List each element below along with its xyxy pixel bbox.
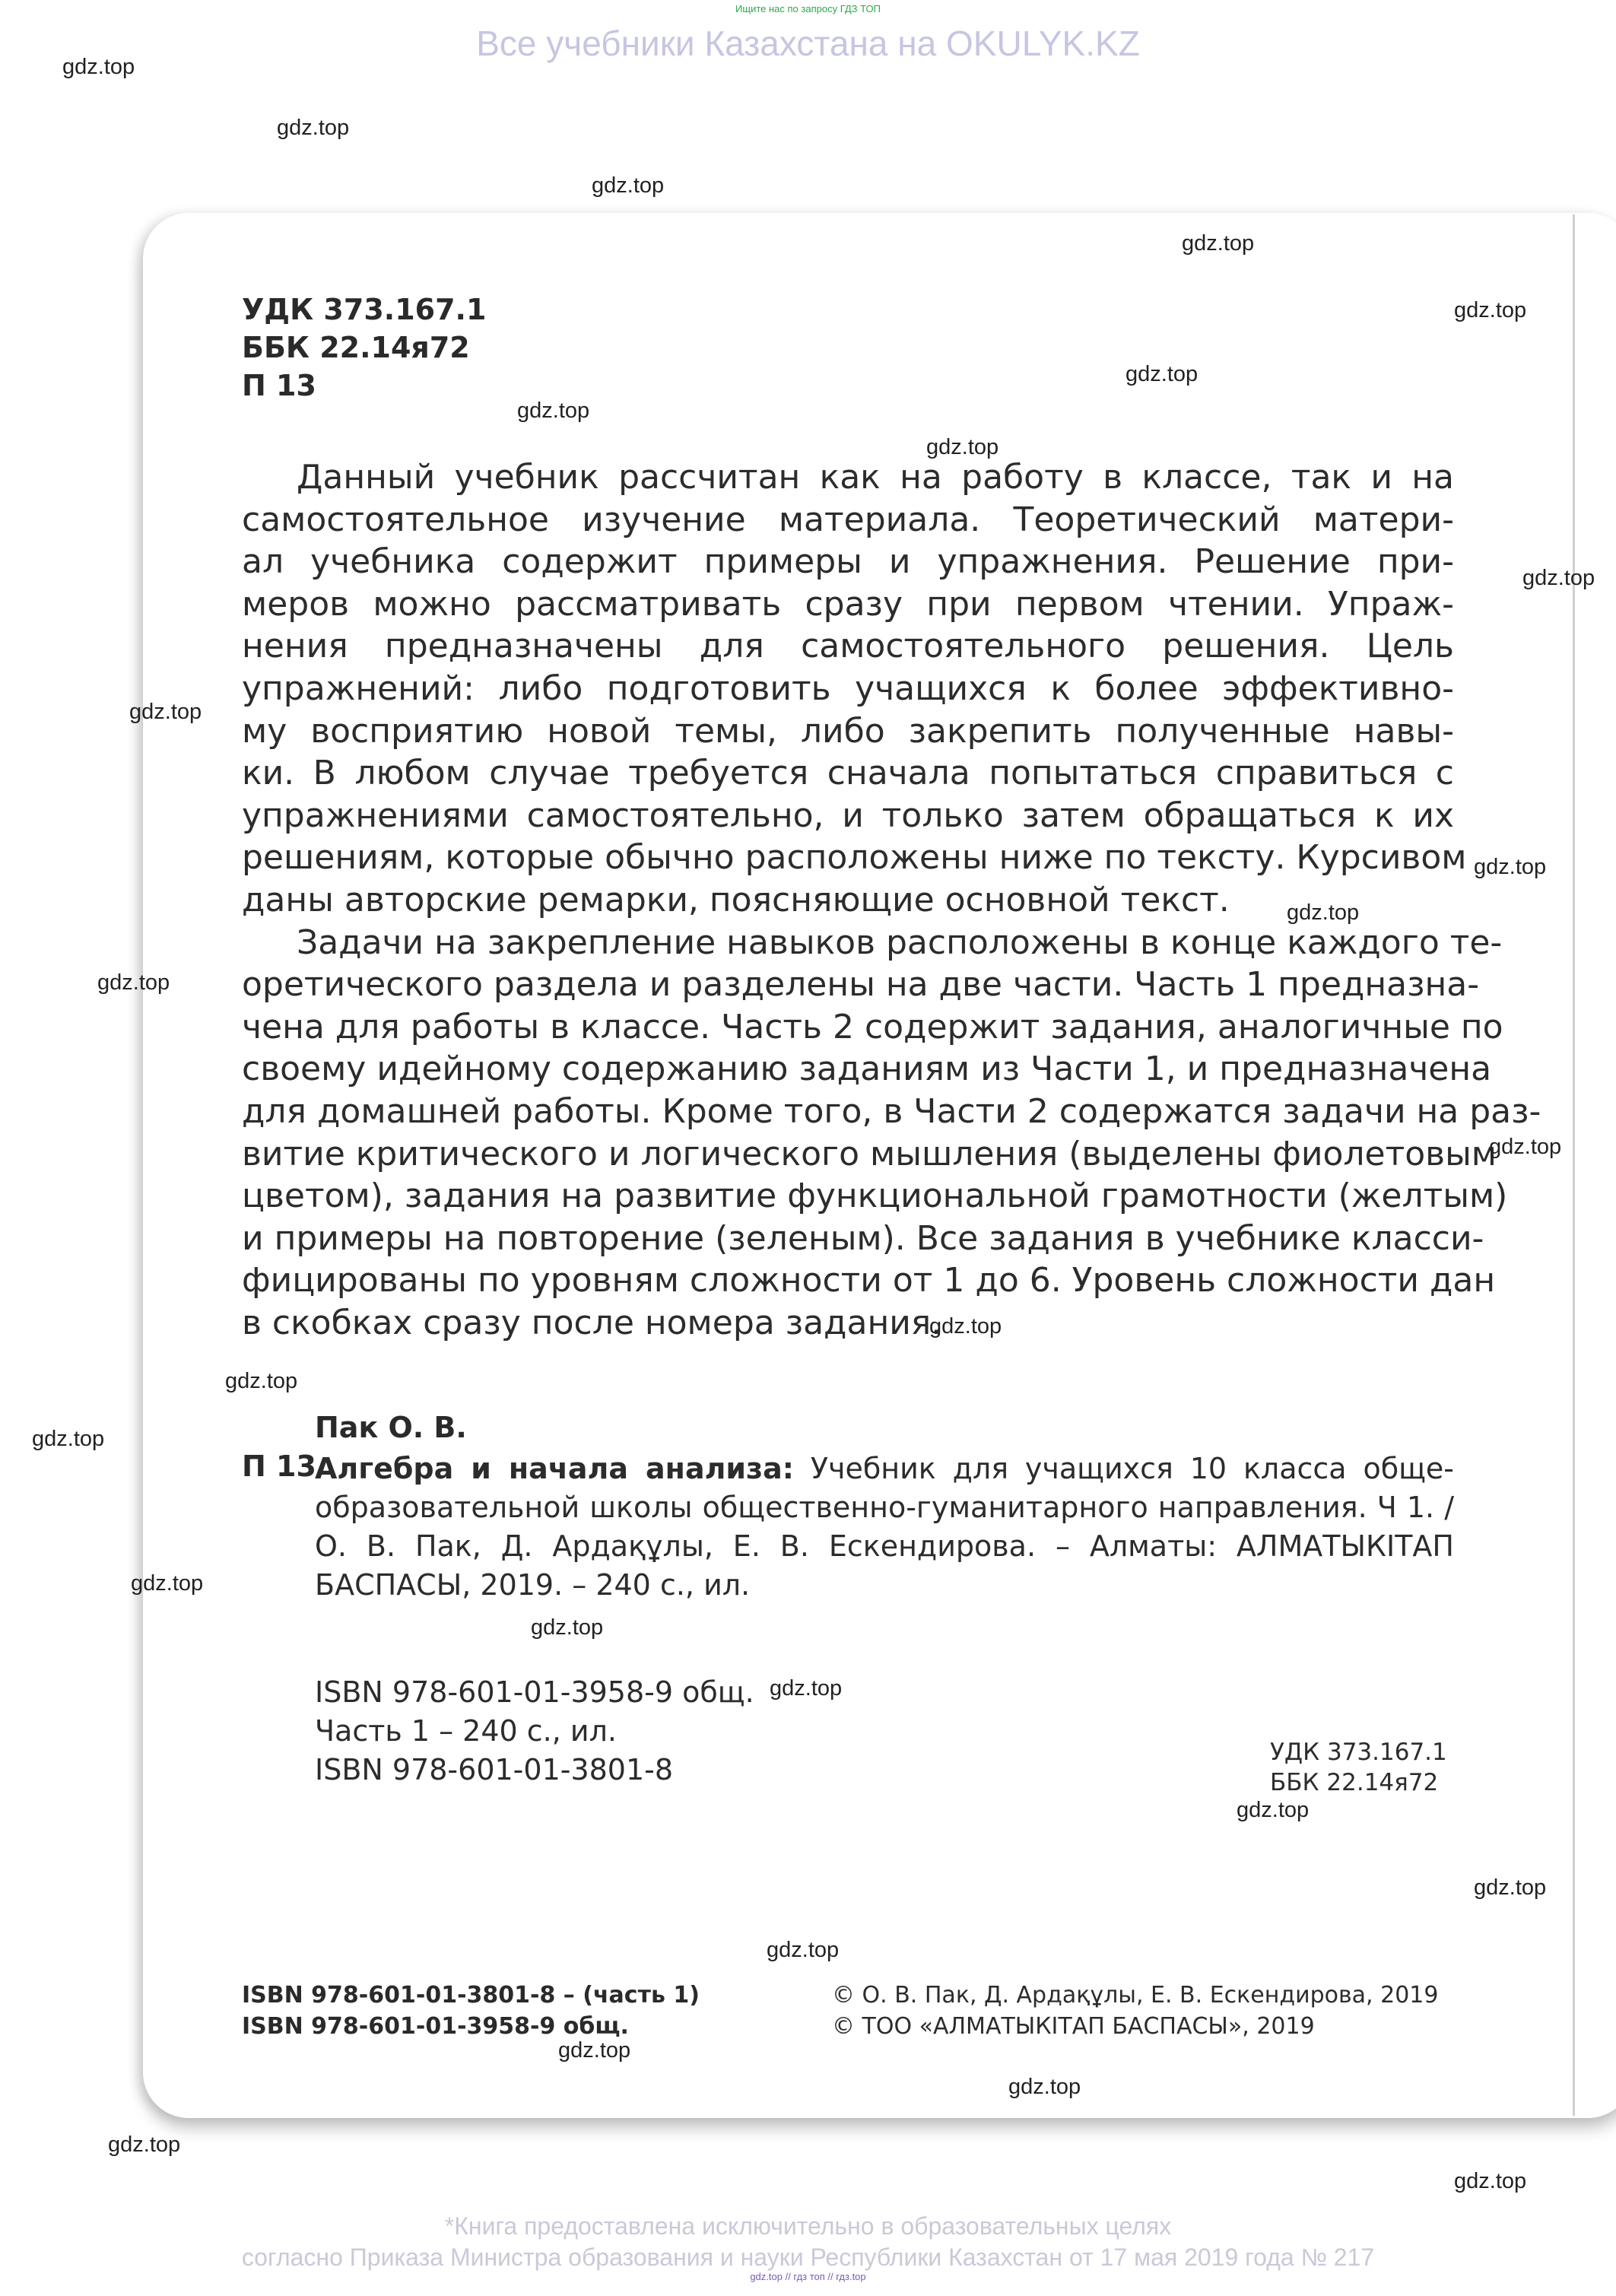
watermark: gdz.top — [770, 1676, 843, 1701]
isbn-line: ISBN 978-601-01-3958-9 общ. — [315, 1675, 754, 1709]
watermark: gdz.top — [929, 1314, 1002, 1339]
copyright-block — [832, 1980, 1438, 2042]
watermark: gdz.top — [517, 399, 590, 423]
biblio-author-mark: П 13 — [242, 1450, 316, 1483]
body-line: витие критического и логического мышления (выделены фиолетовым — [242, 1134, 1497, 1173]
watermark: gdz.top — [767, 1938, 840, 1962]
body-line: своему идейному содержанию заданиям из Части 1, и предназначена — [242, 1050, 1492, 1089]
body-line: му восприятию новой темы, либо закрепить полученные навы- — [242, 711, 1454, 751]
body-line: Данный учебник рассчитан как на работу в классе, так и на — [297, 458, 1454, 497]
body-line: Задачи на закрепление навыков расположены в конце каждого те- — [297, 923, 1503, 962]
body-line: самостоятельное изучение материала. Теоретический матери- — [242, 500, 1454, 539]
isbn-line: ISBN 978-601-01-3801-8 — [315, 1753, 674, 1786]
bottom-isbn-line: ISBN 978-601-01-3801-8 – (часть 1) — [242, 1982, 700, 2009]
body-line: ки. В любом случае требуется сначала попытаться справиться с — [242, 754, 1454, 793]
footer-small: gdz.top // гдз топ // гдз.top — [750, 2271, 866, 2282]
watermark: gdz.top — [1454, 2169, 1527, 2193]
watermark: gdz.top — [62, 55, 135, 79]
watermark: gdz.top — [1522, 566, 1595, 590]
body-line: упражнений: либо подготовить учащихся к более эффективно- — [242, 668, 1454, 708]
watermark: gdz.top — [1237, 1798, 1310, 1822]
watermark: gdz.top — [1489, 1135, 1562, 1159]
body-line: решениям, которые обычно расположены ниже по тексту. Курсивом — [242, 838, 1467, 878]
udk-small-line: УДК 373.167.1 — [1270, 1739, 1447, 1766]
body-line: в скобках сразу после номера задания. — [242, 1303, 942, 1342]
body-line: упражнениями самостоятельно, и только затем обращаться к их — [242, 796, 1454, 835]
bibliographic-record — [315, 1450, 1454, 1605]
biblio-line-text: Учебник для учащихся 10 класса обще- — [793, 1452, 1455, 1485]
page-edge-divider — [1573, 214, 1575, 2116]
watermark: gdz.top — [926, 435, 999, 459]
biblio-line — [315, 1450, 1454, 1488]
copyright-line: © ТОО «АЛМАТЫКІТАП БАСПАСЫ», 2019 — [832, 2013, 1315, 2040]
bottom-isbn-line: ISBN 978-601-01-3958-9 общ. — [242, 2013, 629, 2040]
bbk-code: ББК 22.14я72 — [242, 331, 470, 364]
watermark: gdz.top — [592, 173, 665, 198]
bottom-isbn-block — [242, 1980, 700, 2042]
biblio-line: БАСПАСЫ, 2019. – 240 с., ил. — [315, 1568, 751, 1602]
copyright-line: © О. В. Пак, Д. Ардақұлы, Е. В. Ескендирова, 2019 — [832, 1982, 1439, 2009]
body-line: нения предназначены для самостоятельного решения. Цель — [242, 627, 1454, 666]
book-title: Алгебра и начала анализа: — [315, 1452, 794, 1485]
body-line: для домашней работы. Кроме того, в Части 2 содержатся задачи на раз- — [242, 1091, 1541, 1131]
body-line: оретического раздела и разделены на две части. Часть 1 предназна- — [242, 965, 1480, 1005]
body-line: даны авторские ремарки, поясняющие основной текст. — [242, 880, 1230, 919]
isbn-block — [315, 1673, 754, 1789]
body-line: цветом), задания на развитие функциональной грамотности (желтым) — [242, 1177, 1508, 1216]
watermark: gdz.top — [1474, 855, 1547, 879]
watermark: gdz.top — [225, 1369, 298, 1393]
body-line: меров можно рассматривать сразу при первом чтении. Упраж- — [242, 584, 1454, 624]
body-line: фицированы по уровням сложности от 1 до 6. Уровень сложности дан — [242, 1261, 1496, 1300]
watermark: gdz.top — [97, 970, 170, 995]
watermark: gdz.top — [108, 2132, 181, 2157]
watermark: gdz.top — [1182, 231, 1255, 256]
watermark: gdz.top — [129, 700, 202, 724]
udk-code: УДК 373.167.1 — [242, 293, 487, 326]
body-line: и примеры на повторение (зеленым). Все задания в учебнике класси- — [242, 1218, 1484, 1258]
top-note: Ищите нас по запросу ГДЗ ТОП — [735, 3, 881, 14]
watermark: gdz.top — [131, 1571, 204, 1596]
watermark: gdz.top — [32, 1427, 105, 1451]
bbk-small-line: ББК 22.14я72 — [1270, 1769, 1439, 1796]
body-line: чена для работы в классе. Часть 2 содержит задания, аналогичные по — [242, 1007, 1503, 1046]
watermark: gdz.top — [1125, 362, 1199, 386]
isbn-line: Часть 1 – 240 с., ил. — [315, 1714, 617, 1748]
classification-codes — [242, 291, 486, 405]
watermark: gdz.top — [1287, 900, 1360, 925]
author-name: Пак О. В. — [315, 1411, 467, 1444]
body-line: ал учебника содержит примеры и упражнения. Решение при- — [242, 542, 1454, 582]
biblio-line: О. В. Пак, Д. Ардақұлы, Е. В. Ескендирова. – Алматы: АЛМАТЫКІТАП — [315, 1529, 1454, 1563]
author-mark: П 13 — [242, 369, 316, 402]
biblio-line: образовательной школы общественно-гуманитарного направления. Ч 1. / — [315, 1491, 1454, 1524]
footer-note-line: *Книга предоставлена исключительно в образовательных целях — [444, 2212, 1172, 2240]
watermark: gdz.top — [531, 1615, 604, 1640]
watermark: gdz.top — [1454, 298, 1527, 322]
watermark: gdz.top — [277, 116, 350, 140]
header-banner[interactable]: Все учебники Казахстана на OKULYK.KZ — [476, 24, 1140, 63]
footer-note-line: согласно Приказа Министра образования и науки Республики Казахстан от 17 мая 2019 года № 217 — [241, 2244, 1375, 2271]
udk-small-block — [1270, 1737, 1447, 1798]
watermark: gdz.top — [1474, 1875, 1547, 1900]
watermark: gdz.top — [558, 2038, 631, 2063]
watermark: gdz.top — [1008, 2075, 1081, 2099]
